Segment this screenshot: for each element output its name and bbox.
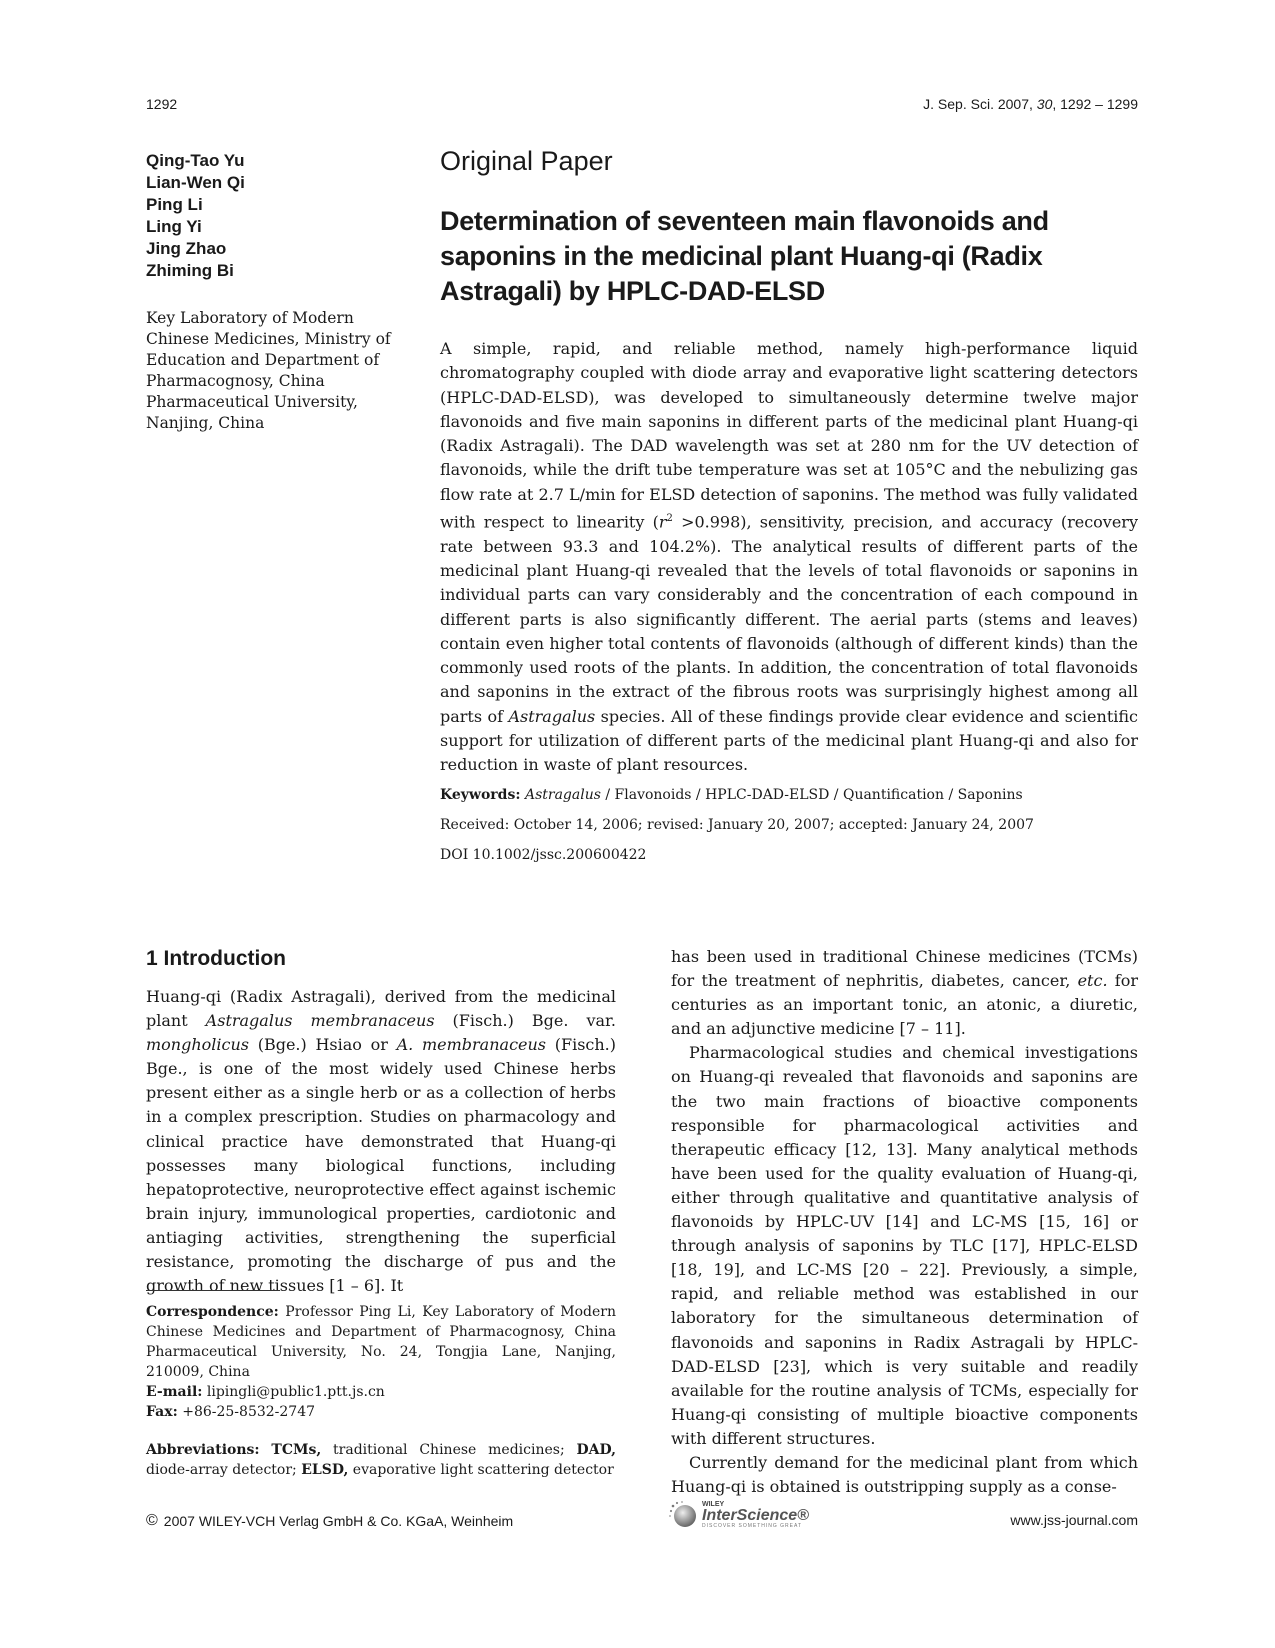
- abstract-text: A simple, rapid, and reliable method, namely high-performance liquid chromatography coupled with diode array and evaporative light scattering detectors (HPLC-DAD-ELSD), was developed to simultaneously determine twelve major flavonoids and five main saponins in different parts of the medicinal plant Huang-qi (Radix Astragali). The DAD wavelength was set at 280 nm for the UV detection of flavonoids, while the drift tube temperature was set at 105°C and the nebulizing gas flow rate at 2.7 L/min for ELSD detection of saponins. The method was fully validated with respect to linearity (: [440, 339, 1138, 532]
- affiliation: Key Laboratory of Modern Chinese Medicines, Ministry of Education and Department of Pharmacognosy, China Pharmaceutical University, Nanjing, China: [146, 309, 391, 432]
- journal-citation: [923, 96, 1138, 112]
- page-number: 1292: [146, 96, 178, 112]
- logo-publisher: WILEY: [702, 1501, 725, 1508]
- body-text: (Bge.) Hsiao or: [249, 1035, 397, 1055]
- abbr-definition: diode-array detector;: [146, 1462, 302, 1478]
- author-name: Jing Zhao: [146, 239, 227, 258]
- logo-name: InterScience®: [702, 1507, 809, 1524]
- etc-text: etc.: [1077, 971, 1108, 991]
- fax-line: [146, 1402, 616, 1422]
- variety-name: mongholicus: [146, 1035, 249, 1055]
- body-text: for centuries as an important tonic, an atonic, a diuretic, and an adjunctive medicine [7 – 11].: [671, 971, 1138, 1039]
- fax-label: Fax:: [146, 1404, 178, 1420]
- interscience-logo[interactable]: [668, 1500, 809, 1530]
- keywords-rest: / Flavonoids / HPLC-DAD-ELSD / Quantification / Saponins: [600, 787, 1023, 803]
- fax-number: +86-25-8532-2747: [177, 1404, 316, 1420]
- globe-icon: [668, 1500, 698, 1530]
- keyword-first: Astragalus: [524, 787, 601, 803]
- journal-website[interactable]: www.jss-journal.com: [1010, 1512, 1138, 1528]
- intro-paragraph: Currently demand for the medicinal plant from which Huang-qi is obtained is outstripping supply as a conse-: [671, 1452, 1138, 1497]
- species-name: A. membranaceus: [396, 1035, 547, 1055]
- author-name: Qing-Tao Yu: [146, 151, 245, 170]
- copyright-icon: ©: [146, 1512, 158, 1529]
- abstract: [440, 337, 1138, 778]
- r-exponent: 2: [666, 513, 673, 525]
- author-name: Ling Yi: [146, 217, 202, 236]
- intro-paragraph: [146, 985, 616, 1298]
- correspondence-label: Correspondence:: [146, 1304, 279, 1320]
- copyright: [146, 1512, 513, 1530]
- abbreviations: [146, 1440, 616, 1480]
- abstract-text: >0.998), sensitivity, precision, and accuracy (recovery rate between 93.3 and 104.2%). The analytical results of different parts of the medicinal plant Huang-qi revealed that the levels of total flavonoids or saponins in individual parts can vary considerably and the concentration of each compound in different parts is also significantly different. The aerial parts (stems and leaves) contain even higher total contents of flavonoids (although of different kinds) than the commonly used roots of the plants. In addition, the concentration of total flavonoids and saponins in the extract of the fibrous roots was surprisingly highest among all parts of: [440, 512, 1138, 726]
- body-column-right: [671, 945, 1138, 1499]
- received-dates: Received: October 14, 2006; revised: January 20, 2007; accepted: January 24, 2007: [440, 817, 1034, 833]
- abstract-genus: Astragalus: [508, 706, 596, 726]
- species-name: Astragalus membranaceus: [205, 1011, 435, 1031]
- keywords-label: Keywords:: [440, 787, 521, 803]
- paper-title: Determination of seventeen main flavonoids and saponins in the medicinal plant Huang-qi (Radix Astragali) by HPLC-DAD-ELSD: [440, 206, 1049, 306]
- abbreviations-label: Abbreviations:: [146, 1442, 260, 1458]
- correspondence-text: Professor Ping Li, Key Laboratory of Modern Chinese Medicines and Department of Pharmacognosy, China Pharmaceutical University, No. 24, Tongjia Lane, Nanjing, 210009, China: [146, 1304, 616, 1380]
- abbr-term: TCMs,: [271, 1442, 322, 1458]
- author-name: Lian-Wen Qi: [146, 173, 245, 192]
- keywords: [440, 787, 1138, 803]
- section-heading: 1 Introduction: [146, 947, 286, 970]
- abbr-term: ELSD,: [301, 1462, 349, 1478]
- body-column-left: [146, 985, 616, 1298]
- abstract-text: species. All of these findings provide clear evidence and scientific support for utilization of different parts of the medicinal plant Huang-qi and also for reduction in waste of plant resources.: [440, 706, 1138, 775]
- correspondence-address: [146, 1302, 616, 1382]
- copyright-text: 2007 WILEY-VCH Verlag GmbH & Co. KGaA, Weinheim: [163, 1513, 514, 1529]
- abbr-definition: evaporative light scattering detector: [348, 1462, 614, 1478]
- abbr-definition: traditional Chinese medicines;: [321, 1442, 577, 1458]
- author-name: Ping Li: [146, 195, 203, 214]
- email-address[interactable]: lipingli@public1.ptt.js.cn: [202, 1384, 385, 1400]
- body-text: Huang-qi (Radix Astragali), derived from the medicinal plant: [146, 987, 616, 1031]
- author-name: Zhiming Bi: [146, 261, 234, 280]
- email-line: [146, 1382, 616, 1402]
- author-list: [146, 150, 396, 282]
- paper-type-label: Original Paper: [440, 146, 613, 176]
- journal-volume: 30: [1036, 96, 1053, 112]
- correspondence: [146, 1302, 616, 1422]
- body-text: has been used in traditional Chinese medicines (TCMs) for the treatment of nephritis, diabetes, cancer,: [671, 947, 1138, 991]
- abbr-term: DAD,: [576, 1442, 616, 1458]
- r-symbol: r: [658, 512, 667, 532]
- journal-prefix: J. Sep. Sci. 2007,: [923, 96, 1037, 112]
- journal-pages: , 1292 – 1299: [1052, 96, 1138, 112]
- intro-paragraph: [671, 945, 1138, 1041]
- logo-tagline: DISCOVER SOMETHING GREAT: [702, 1523, 803, 1529]
- doi: DOI 10.1002/jssc.200600422: [440, 847, 647, 863]
- email-label: E-mail:: [146, 1384, 203, 1400]
- body-text: (Fisch.) Bge., is one of the most widely used Chinese herbs present either as a single herb or as a collection of herbs in a complex prescription. Studies on pharmacology and clinical practice have demonstrated that Huang-qi possesses many biological functions, including hepatoprotective, neuroprotective effect against ischemic brain injury, immunological properties, cardiotonic and antiaging activities, strengthening the superficial resistance, promoting the discharge of pus and the growth of new tissues [1 – 6]. It: [146, 1035, 616, 1296]
- footnote-rule: [146, 1290, 280, 1291]
- intro-paragraph: Pharmacological studies and chemical investigations on Huang-qi revealed that flavonoids and saponins are the two main fractions of bioactive components responsible for pharmacological activities and therapeutic efficacy [12, 13]. Many analytical methods have been used for the quality evaluation of Huang-qi, either through qualitative and quantitative analysis of flavonoids by HPLC-UV [14] and LC-MS [15, 16] or through analysis of saponins by TLC [17], HPLC-ELSD [18, 19], and LC-MS [20 – 22]. Previously, a simple, rapid, and reliable method was established in our laboratory for the simultaneous determination of flavonoids and saponins in Radix Astragali by HPLC-DAD-ELSD [23], which is very suitable and readily available for the routine analysis of TCMs, especially for Huang-qi consisting of multiple bioactive components with different structures.: [671, 1043, 1138, 1448]
- body-text: (Fisch.) Bge. var.: [434, 1011, 616, 1031]
